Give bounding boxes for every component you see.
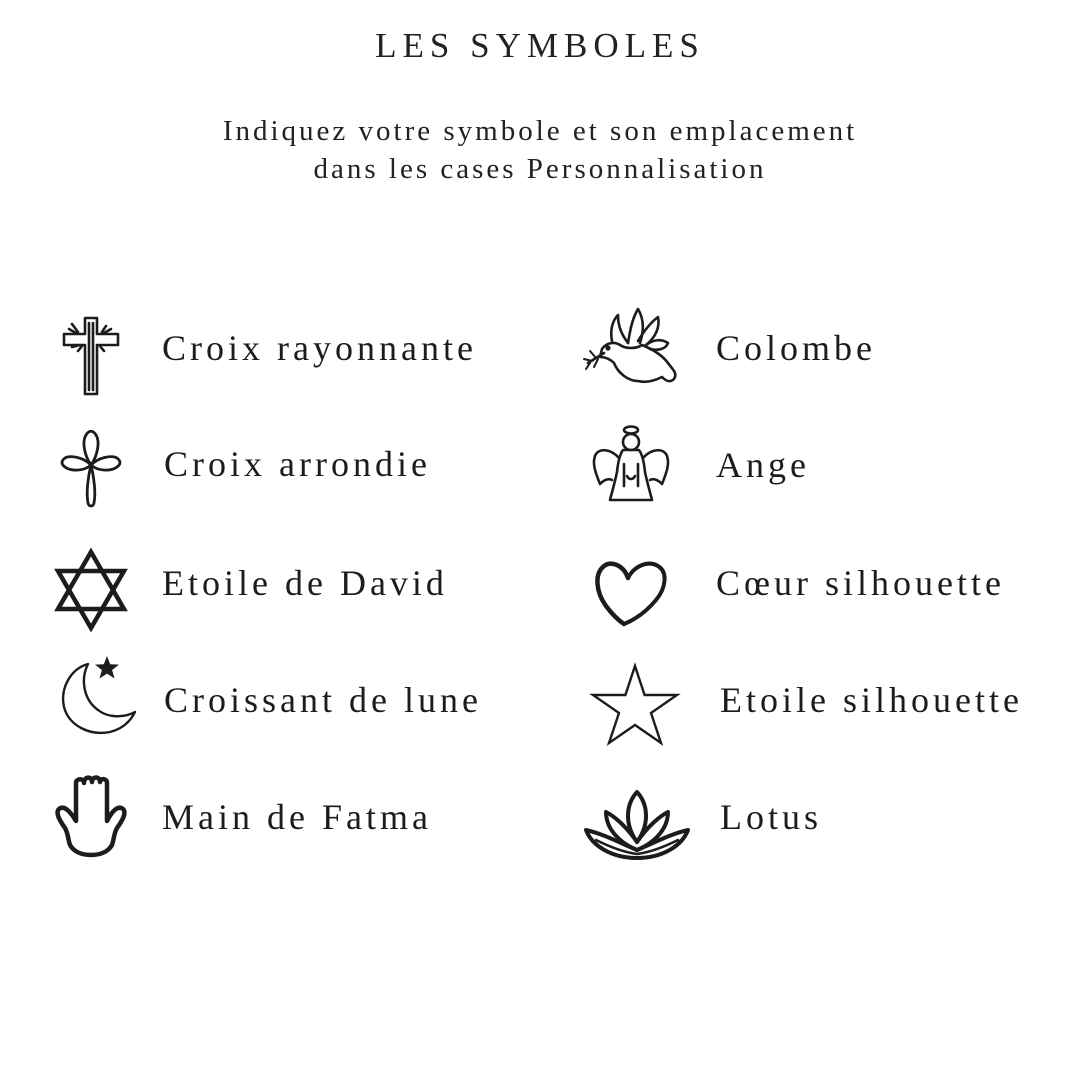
symbol-label: Etoile silhouette — [720, 680, 1023, 720]
angel-icon — [590, 424, 672, 504]
symbol-label: Cœur silhouette — [716, 563, 1005, 603]
radiant-cross-icon — [58, 314, 124, 398]
lotus-icon — [582, 790, 692, 860]
heart-outline-icon — [594, 558, 668, 626]
star-of-david-icon — [55, 549, 127, 631]
symbol-label: Main de Fatma — [162, 797, 432, 837]
subtitle-line-2: dans les cases Personnalisation — [313, 153, 767, 185]
symbol-label: Etoile de David — [162, 563, 448, 603]
symbol-label: Croix arrondie — [164, 444, 431, 484]
symbol-label: Croissant de lune — [164, 680, 482, 720]
symbol-label: Lotus — [720, 797, 823, 837]
subtitle-line-1: Indiquez votre symbole et son emplacement — [222, 115, 858, 147]
symbol-label: Croix rayonnante — [162, 328, 477, 368]
crescent-moon-icon — [58, 654, 138, 736]
hamsa-hand-icon — [54, 773, 128, 857]
symbol-label: Colombe — [716, 328, 876, 368]
page-title: LES SYMBOLES — [375, 26, 705, 65]
symbol-label: Ange — [716, 445, 810, 485]
page-subtitle — [0, 112, 1080, 188]
dove-icon — [582, 303, 680, 389]
star-outline-icon — [591, 663, 679, 747]
rounded-cross-icon — [60, 427, 122, 509]
